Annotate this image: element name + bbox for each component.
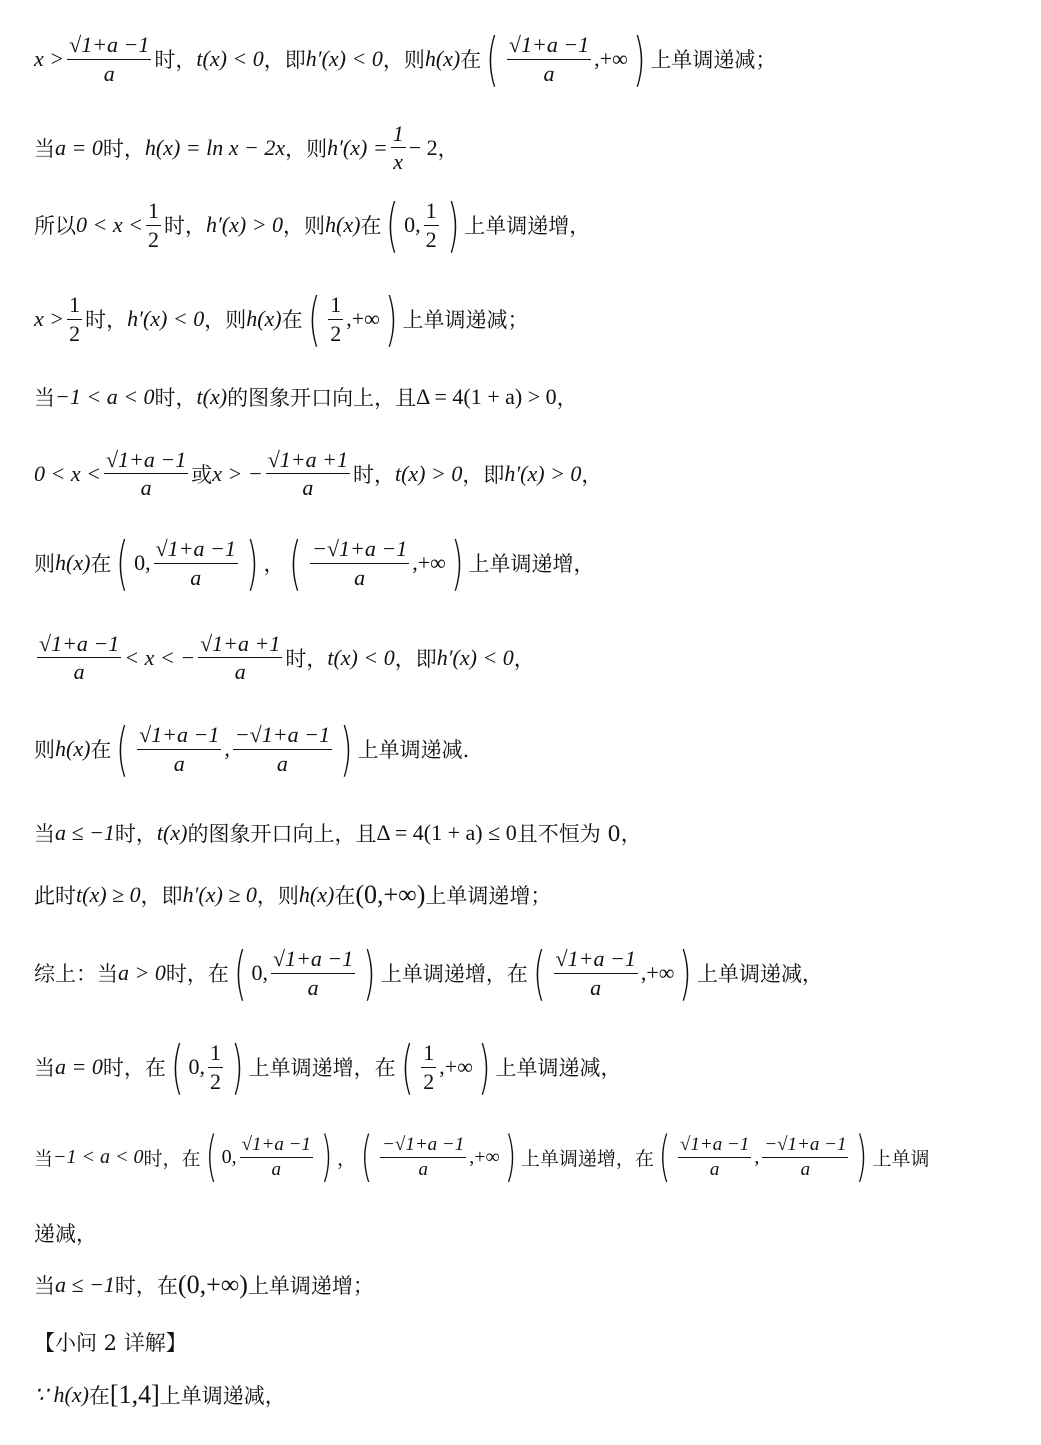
fraction-numerator: 1 — [392, 121, 404, 146]
right-paren: ) — [632, 25, 646, 93]
text: 在 — [460, 48, 482, 72]
text: 上单调递增； — [425, 884, 552, 908]
text: ， — [263, 552, 285, 576]
right-paren: ) — [477, 1033, 491, 1101]
math-expr: t(x) — [196, 384, 228, 409]
math-expr: ,+∞ — [640, 960, 675, 985]
text: 上单调递增， — [464, 214, 591, 238]
solution-line-7 — [34, 529, 595, 597]
math-expr: h(x) — [55, 736, 91, 761]
right-paren: ) — [856, 1125, 868, 1188]
text: 上单调递减； — [650, 48, 777, 72]
fraction-denominator: a — [554, 973, 638, 999]
text: ，则 — [204, 308, 247, 332]
text: 上单调递减， — [697, 962, 824, 986]
solution-line-15 — [34, 1218, 97, 1248]
right-paren: ) — [363, 939, 376, 1007]
text: 时， — [154, 386, 197, 410]
text: 时，在 — [114, 1274, 178, 1298]
fraction-denominator: a — [37, 657, 121, 683]
math-expr: h′(x) < 0 — [127, 306, 205, 331]
fraction — [154, 537, 238, 588]
math-expr: x > − — [212, 460, 263, 486]
math-expr: t(x) ≥ 0 — [76, 882, 141, 907]
math-expr: h′(x) ≥ 0 — [182, 882, 257, 907]
fraction-denominator: a — [266, 473, 350, 499]
math-expr: Δ = 4(1 + a) > 0 — [416, 384, 557, 409]
math-expr: a = 0 — [55, 134, 103, 160]
fraction-numerator: √1+a −1 — [679, 1133, 750, 1155]
math-expr: ,+∞ — [469, 1145, 500, 1168]
fraction — [391, 122, 406, 173]
right-paren: ) — [679, 939, 692, 1007]
fraction — [37, 632, 121, 683]
fraction-denominator: a — [233, 749, 332, 775]
fraction — [554, 947, 638, 998]
fraction-denominator: 2 — [330, 320, 342, 346]
text: 在 — [334, 884, 356, 908]
text: 时，在 — [102, 1056, 166, 1080]
text: 时，在 — [143, 1147, 201, 1170]
math-expr: h′(x) < 0 — [436, 644, 514, 670]
text: 则 — [34, 552, 55, 576]
text: 上单调递减. — [357, 738, 470, 762]
solution-line-1 — [34, 25, 777, 93]
text: 时， — [154, 48, 197, 72]
fraction-denominator: 2 — [210, 1068, 221, 1094]
math-expr: ,+∞ — [439, 1054, 473, 1079]
fraction-denominator: a — [762, 1157, 848, 1180]
fraction-numerator: √1+a +1 — [200, 631, 281, 656]
right-paren: ) — [384, 285, 398, 353]
fraction-numerator: 1 — [425, 198, 437, 224]
left-paren: ( — [658, 1125, 671, 1188]
math-expr: ,+∞ — [346, 306, 380, 331]
fraction — [240, 1135, 313, 1180]
math-expr: h′(x) < 0 — [305, 46, 383, 71]
left-paren: ( — [400, 1033, 414, 1101]
fraction-denominator: a — [67, 59, 151, 85]
fraction-denominator: a — [137, 749, 221, 775]
fraction-numerator: 1 — [210, 1040, 221, 1066]
right-paren: ) — [504, 1125, 517, 1188]
fraction-denominator: 2 — [147, 226, 159, 252]
text: ，则 — [285, 136, 328, 161]
left-paren: ( — [486, 25, 499, 93]
text: 上单调递减， — [495, 1056, 622, 1080]
solution-line-2 — [34, 122, 459, 173]
fraction — [233, 723, 332, 774]
math-expr: t(x) < 0 — [327, 644, 395, 670]
text: ，即 — [140, 884, 183, 908]
text: 上单调递增，在 — [248, 1056, 396, 1080]
text: ， — [513, 646, 535, 671]
text: 当 — [34, 822, 55, 846]
right-paren: ) — [450, 529, 464, 597]
text: ，即 — [462, 462, 505, 487]
fraction — [208, 1041, 223, 1092]
text: 时， — [102, 136, 145, 161]
math-expr: a > 0 — [118, 960, 166, 985]
math-expr: ,+∞ — [594, 46, 628, 71]
right-paren: ) — [320, 1125, 333, 1188]
math-expr: h(x) — [424, 46, 461, 71]
left-paren: ( — [289, 529, 303, 597]
math-expr: 0, — [221, 1145, 237, 1168]
left-paren: ( — [533, 939, 546, 1007]
math-expr: h(x) = ln x − 2x — [144, 134, 286, 160]
fraction — [762, 1135, 848, 1180]
fraction-numerator: 1 — [330, 292, 342, 318]
fraction-denominator: a — [271, 973, 355, 999]
text: 当 — [34, 386, 55, 410]
fraction-denominator: a — [380, 1157, 466, 1180]
right-paren: ) — [340, 715, 353, 783]
right-paren: ) — [446, 191, 460, 259]
fraction-numerator: −√1+a −1 — [764, 1133, 847, 1155]
fraction-numerator: 1 — [423, 1040, 435, 1066]
math-expr: −1 < a < 0 — [55, 384, 155, 409]
text: 时， — [85, 308, 128, 332]
solution-line-11 — [34, 880, 551, 910]
text: 综上：当 — [34, 962, 118, 986]
text: 上单调递增，在 — [520, 1147, 654, 1170]
math-expr: t(x) > 0 — [394, 460, 463, 486]
math-expr: t(x) — [156, 820, 188, 845]
math-expr: a ≤ −1 — [55, 820, 115, 845]
text: 且不恒为 0， — [516, 822, 642, 846]
fraction-denominator: a — [104, 473, 188, 499]
fraction — [507, 33, 591, 84]
math-expr: − 2 — [408, 134, 438, 160]
left-paren: ( — [170, 1033, 184, 1101]
text: ， — [556, 386, 578, 410]
text: ，即 — [394, 646, 437, 671]
solution-line-8 — [34, 632, 535, 683]
math-expr: h(x) — [55, 550, 91, 575]
text: ， — [581, 462, 603, 487]
fraction-numerator: −√1+a −1 — [382, 1133, 465, 1155]
fraction-denominator: a — [310, 563, 409, 589]
math-expr: h′(x) > 0 — [504, 460, 582, 486]
text: ，则 — [382, 48, 425, 72]
text: 上单调递增； — [247, 1274, 374, 1298]
section-heading — [34, 1327, 187, 1357]
text: 在 — [281, 308, 303, 332]
fraction-denominator: 2 — [425, 226, 437, 252]
text: ， — [437, 136, 459, 161]
fraction — [137, 723, 221, 774]
math-expr: −1 < a < 0 — [53, 1145, 144, 1168]
math-expr: [1,4] — [109, 1380, 160, 1409]
solution-line-10 — [34, 818, 642, 848]
text: 当 — [34, 136, 55, 161]
fraction — [328, 293, 343, 344]
fraction-numerator: −√1+a −1 — [234, 722, 330, 748]
text: 则 — [34, 738, 55, 762]
fraction-numerator: √1+a −1 — [139, 722, 220, 748]
math-expr: h(x) — [325, 212, 361, 237]
text: 当 — [34, 1056, 55, 1080]
fraction — [266, 448, 350, 499]
math-expr: ,+∞ — [412, 550, 446, 575]
text: 的图象开口向上，且 — [187, 822, 377, 846]
math-expr: a = 0 — [55, 1054, 103, 1079]
math-expr: 0 < x < — [34, 460, 101, 486]
text: ，则 — [256, 884, 299, 908]
text: 或 — [191, 462, 213, 487]
text: 在 — [88, 1384, 110, 1408]
solution-line-17 — [34, 1380, 286, 1410]
fraction-numerator: √1+a +1 — [267, 447, 348, 472]
fraction-denominator: a — [198, 657, 282, 683]
solution-line-16 — [34, 1270, 374, 1300]
left-paren: ( — [386, 191, 400, 259]
math-expr: (0,+∞) — [177, 1270, 248, 1299]
text: 时，在 — [165, 962, 229, 986]
math-expr: h(x) — [298, 882, 335, 907]
text: 时， — [114, 822, 157, 846]
left-paren: ( — [360, 1125, 373, 1188]
text: 当 — [34, 1147, 54, 1170]
text: 上单调递增，在 — [380, 962, 528, 986]
math-expr: < x < − — [124, 644, 196, 670]
math-expr: x > — [34, 46, 65, 71]
fraction-denominator: 2 — [423, 1068, 435, 1094]
left-paren: ( — [233, 939, 247, 1007]
math-expr: Δ = 4(1 + a) ≤ 0 — [376, 820, 517, 845]
fraction-numerator: √1+a −1 — [241, 1133, 311, 1155]
fraction — [380, 1135, 466, 1180]
fraction — [67, 293, 82, 344]
text: 时， — [163, 214, 206, 238]
fraction-numerator: √1+a −1 — [69, 32, 150, 58]
fraction-denominator: a — [240, 1157, 313, 1180]
fraction-numerator: √1+a −1 — [39, 631, 120, 656]
heading-text: 【小问 2 详解】 — [34, 1331, 187, 1355]
math-expr: h′(x) > 0 — [205, 212, 284, 237]
fraction-numerator: √1+a −1 — [273, 946, 354, 972]
fraction-denominator: a — [678, 1157, 751, 1180]
text: 此时 — [34, 884, 76, 908]
math-expr: h′(x) = — [327, 134, 388, 160]
math-expr: 0 < x < — [76, 212, 143, 237]
fraction — [104, 448, 188, 499]
text: 在 — [90, 738, 112, 762]
text: 上单调 — [872, 1147, 930, 1170]
fraction-numerator: √1+a −1 — [105, 447, 187, 472]
text: 在 — [90, 552, 112, 576]
text: ， — [337, 1147, 357, 1170]
text: 上单调递减， — [159, 1384, 286, 1408]
math-expr: 0, — [251, 960, 268, 985]
fraction — [678, 1135, 751, 1180]
math-expr: x > — [34, 306, 65, 331]
fraction — [424, 199, 439, 250]
right-paren: ) — [245, 529, 259, 597]
text: 上单调递增， — [468, 552, 595, 576]
fraction-numerator: √1+a −1 — [155, 536, 236, 562]
math-expr: , — [224, 736, 230, 761]
math-expr: 0, — [188, 1054, 205, 1079]
text: 所以 — [34, 214, 76, 238]
fraction-numerator: √1+a −1 — [508, 32, 590, 58]
math-expr: (0,+∞) — [355, 880, 426, 909]
math-expr: ∵ h(x) — [34, 1382, 89, 1407]
text: 时， — [352, 462, 395, 487]
text: 时， — [285, 646, 328, 671]
text: 当 — [34, 1274, 55, 1298]
solution-line-5 — [34, 382, 578, 412]
solution-line-6 — [34, 448, 602, 499]
math-expr: 0, — [134, 550, 151, 575]
math-expr: , — [754, 1145, 760, 1168]
solution-line-3 — [34, 191, 591, 259]
solution-line-14 — [34, 1125, 930, 1188]
text: ，则 — [283, 214, 326, 238]
right-paren: ) — [231, 1033, 244, 1101]
fraction-denominator: x — [391, 147, 406, 173]
text: 在 — [360, 214, 382, 238]
solution-line-12 — [34, 939, 824, 1007]
math-expr: t(x) < 0 — [196, 46, 264, 71]
math-expr: h(x) — [246, 306, 282, 331]
left-paren: ( — [116, 529, 129, 597]
solution-line-4 — [34, 285, 529, 353]
fraction-numerator: −√1+a −1 — [312, 536, 408, 562]
fraction — [146, 199, 161, 250]
math-expr: a ≤ −1 — [55, 1272, 115, 1297]
fraction — [198, 632, 282, 683]
text: ，即 — [263, 48, 306, 72]
math-expr: 0, — [404, 212, 421, 237]
fraction-numerator: 1 — [147, 198, 159, 224]
left-paren: ( — [307, 285, 321, 353]
text: 上单调递减； — [402, 308, 529, 332]
left-paren: ( — [205, 1125, 217, 1188]
fraction-numerator: 1 — [69, 292, 81, 318]
text: 递减， — [34, 1222, 97, 1246]
fraction-denominator: a — [507, 59, 591, 85]
fraction — [67, 33, 151, 84]
solution-line-13 — [34, 1033, 622, 1101]
fraction — [310, 537, 409, 588]
fraction-denominator: 2 — [69, 320, 81, 346]
left-paren: ( — [116, 715, 129, 783]
fraction — [421, 1041, 436, 1092]
fraction — [271, 947, 355, 998]
fraction-denominator: a — [154, 563, 238, 589]
fraction-numerator: √1+a −1 — [555, 946, 636, 972]
solution-line-9 — [34, 715, 470, 783]
text: 的图象开口向上，且 — [227, 386, 417, 410]
